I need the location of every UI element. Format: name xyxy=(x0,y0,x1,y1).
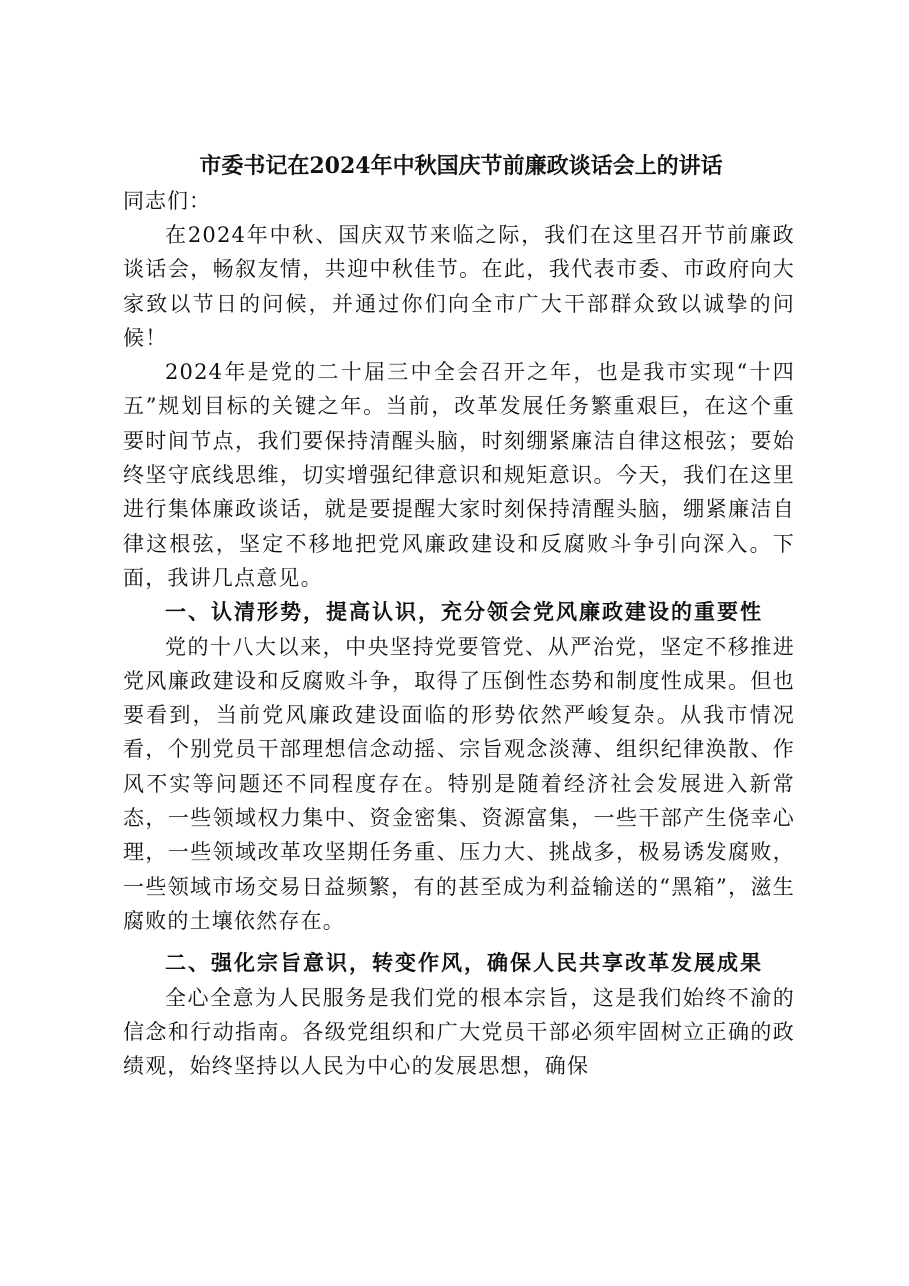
section-2-paragraph: 全心全意为人民服务是我们党的根本宗旨，这是我们始终不渝的信念和行动指南。各级党组织和广大党员干部必须牢固树立正确的政绩观，始终坚持以人民为中心的发展思想，确保 xyxy=(123,985,795,1079)
intro-paragraph-1: 在2024年中秋、国庆双节来临之际，我们在这里召开节前廉政谈话会，畅叙友情，共迎中秋佳节。在此，我代表市委、市政府向大家致以节日的问候，并通过你们向全市广大干部群众致以诚挚的问候！ xyxy=(123,223,795,350)
document-page xyxy=(123,148,795,1083)
section-heading-1: 一、认清形势，提高认识，充分领会党风廉政建设的重要性 xyxy=(165,600,763,625)
salutation: 同志们： xyxy=(123,189,211,213)
intro-paragraph-2: 2024年是党的二十届三中全会召开之年，也是我市实现“十四五”规划目标的关键之年。当前，改革发展任务繁重艰巨，在这个重要时间节点，我们要保持清醒头脑，时刻绷紧廉洁自律这根弦；要始终坚守底线思维，切实增强纪律意识和规矩意识。今天，我们在这里进行集体廉政谈话，就是要提醒大家时刻保持清醒头脑，绷紧廉洁自律这根弦，坚定不移地把党风廉政建设和反腐败斗争引向深入。下面，我讲几点意见。 xyxy=(123,360,795,590)
section-1-paragraph: 党的十八大以来，中央坚持党要管党、从严治党，坚定不移推进党风廉政建设和反腐败斗争，取得了压倒性态势和制度性成果。但也要看到，当前党风廉政建设面临的形势依然严峻复杂。从我市情况看，个别党员干部理想信念动摇、宗旨观念淡薄、组织纪律涣散、作风不实等问题还不同程度存在。特别是随着经济社会发展进入新常态，一些领域权力集中、资金密集、资源富集，一些干部产生侥幸心理，一些领域改革攻坚期任务重、压力大、挑战多，极易诱发腐败，一些领域市场交易日益频繁，有的甚至成为利益输送的“黑箱”，滋生腐败的土壤依然存在。 xyxy=(123,634,795,933)
document-title: 市委书记在2024年中秋国庆节前廉政谈话会上的讲话 xyxy=(199,153,723,179)
section-heading-2: 二、强化宗旨意识，转变作风，确保人民共享改革发展成果 xyxy=(165,951,763,976)
